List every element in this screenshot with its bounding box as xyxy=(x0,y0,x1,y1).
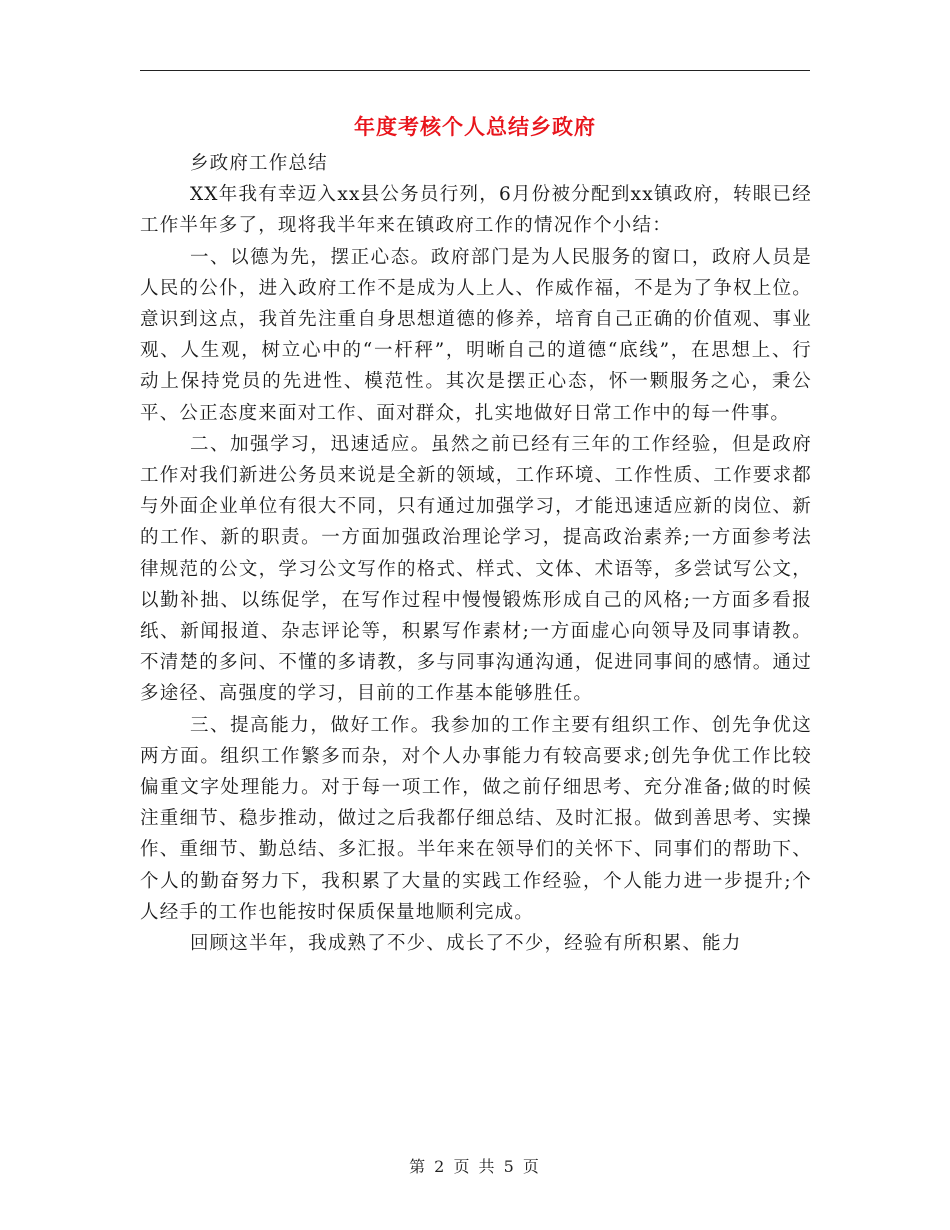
header-rule xyxy=(140,70,810,71)
paragraph-review: 回顾这半年，我成熟了不少、成长了不少，经验有所积累、能力 xyxy=(189,933,742,955)
paragraph-section-1: 一、以德为先，摆正心态。政府部门是为人民服务的窗口，政府人员是人民的公仆，进入政府工作不是成为人上人、作威作福，不是为了争权上位。意识到这点，我首先注重自身思想道德的修养，培育自己正确的价值观、事业观、人生观，树立心中的“一杆秤”，明晰自己的道德“底线”，在思想上、行动上保持党员的先进性、模范性。其次是摆正心态，怀一颗服务之心，秉公平、公正态度来面对工作、面对群众，扎实地做好日常工作中的每一件事。 xyxy=(140,246,812,424)
page-number-footer: 第 2 页 共 5 页 xyxy=(409,1157,541,1176)
paragraph-section-2: 二、加强学习，迅速适应。虽然之前已经有三年的工作经验，但是政府工作对我们新进公务员来说是全新的领域，工作环境、工作性质、工作要求都与外面企业单位有很大不同，只有通过加强学习，才能迅速适应新的岗位、新的工作、新的职责。一方面加强政治理论学习，提高政治素养;一方面参考法律规范的公文，学习公文写作的格式、样式、文体、术语等，多尝试写公文，以勤补拙、以练促学，在写作过程中慢慢锻炼形成自己的风格;一方面多看报纸、新闻报道、杂志评论等，积累写作素材;一方面虚心向领导及同事请教。不清楚的多问、不懂的多请教，多与同事沟通沟通，促进同事间的感情。通过多途径、高强度的学习，目前的工作基本能够胜任。 xyxy=(140,433,812,705)
paragraph-section-3: 三、提高能力，做好工作。我参加的工作主要有组织工作、创先争优这两方面。组织工作繁多而杂，对个人办事能力有较高要求;创先争优工作比较偏重文字处理能力。对于每一项工作，做之前仔细思考、充分准备;做的时候注重细节、稳步推动，做过之后我都仔细总结、及时汇报。做到善思考、实操作、重细节、勤总结、多汇报。半年来在领导们的关怀下、同事们的帮助下、个人的勤奋努力下，我积累了大量的实践工作经验，个人能力进一步提升;个人经手的工作也能按时保质保量地顺利完成。 xyxy=(140,714,812,923)
document-body xyxy=(140,148,812,959)
paragraph-intro: XX年我有幸迈入xx县公务员行列，6月份被分配到xx镇政府，转眼已经工作半年多了，现将我半年来在镇政府工作的情况作个小结： xyxy=(140,184,812,237)
paragraph-heading: 乡政府工作总结 xyxy=(189,153,328,174)
page-title: 年度考核个人总结乡政府 xyxy=(354,114,596,139)
